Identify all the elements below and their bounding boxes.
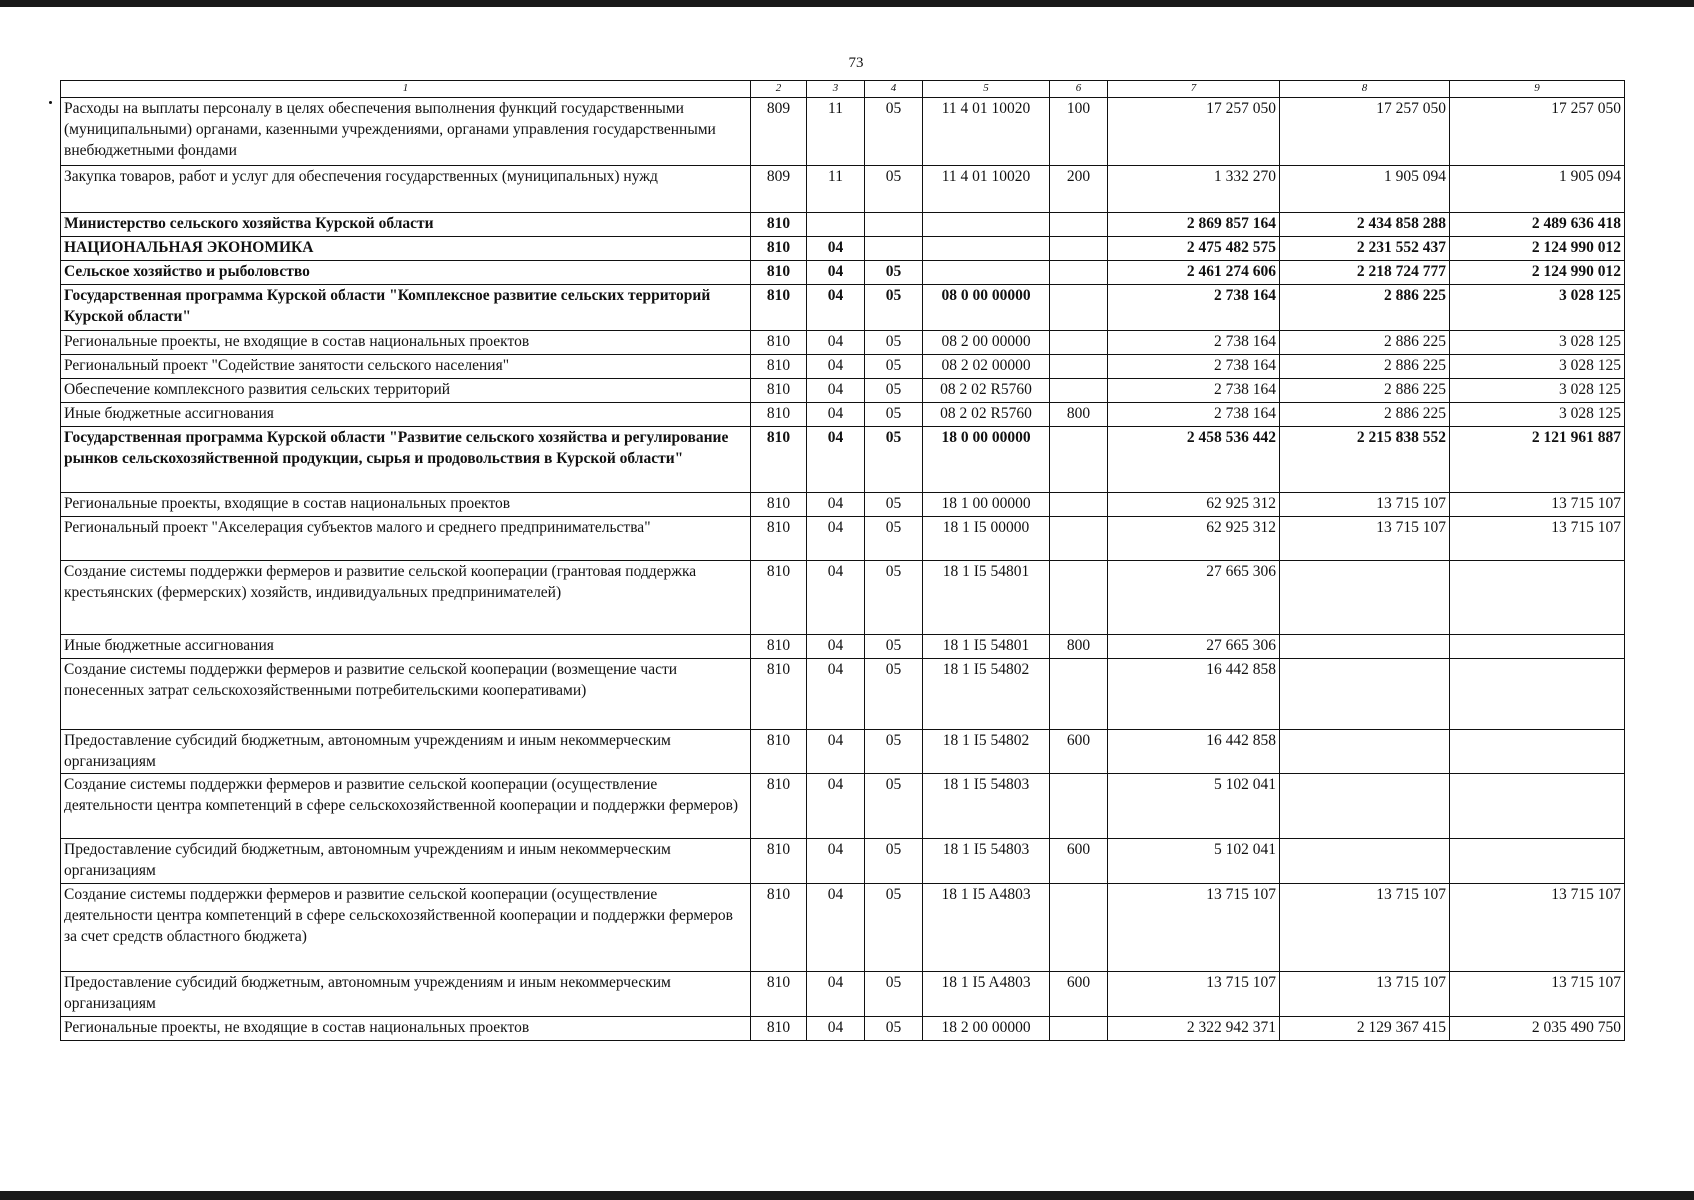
amount-cell	[1450, 729, 1625, 774]
row-name-cell: Создание системы поддержки фермеров и развитие сельской кооперации (осуществление деятельности центра компетенций в сфере сельскохозяйственной кооперации и поддержки фермеров)	[61, 774, 751, 839]
row-name-cell: Государственная программа Курской области "Развитие сельского хозяйства и регулирование рынков сельскохозяйственной продукции, сырья и продовольствия в Курской области"	[61, 426, 751, 492]
amount-cell: 13 715 107	[1108, 884, 1280, 972]
expense-type-cell	[1050, 658, 1108, 729]
target-article-cell: 18 1 I5 54801	[923, 634, 1050, 658]
subsection-code-cell: 05	[865, 634, 923, 658]
target-article-cell: 08 2 02 R5760	[923, 378, 1050, 402]
table-row	[61, 98, 1625, 166]
row-name-cell: Сельское хозяйство и рыболовство	[61, 260, 751, 284]
ministry-code-cell: 810	[751, 1017, 807, 1041]
section-code-cell: 04	[807, 284, 865, 330]
target-article-cell: 18 2 00 00000	[923, 1017, 1050, 1041]
expense-type-cell	[1050, 284, 1108, 330]
amount-cell	[1280, 560, 1450, 634]
amount-cell: 2 738 164	[1108, 354, 1280, 378]
ministry-code-cell: 810	[751, 492, 807, 516]
ministry-code-cell: 809	[751, 166, 807, 213]
section-code-cell: 04	[807, 516, 865, 560]
table-row	[61, 560, 1625, 634]
amount-cell	[1280, 658, 1450, 729]
expense-type-cell	[1050, 560, 1108, 634]
table-row	[61, 658, 1625, 729]
table-row	[61, 839, 1625, 884]
expense-type-cell	[1050, 516, 1108, 560]
expense-type-cell: 600	[1050, 839, 1108, 884]
ministry-code-cell: 810	[751, 284, 807, 330]
amount-cell: 2 738 164	[1108, 402, 1280, 426]
section-code-cell: 04	[807, 354, 865, 378]
subsection-code-cell: 05	[865, 1017, 923, 1041]
section-code-cell	[807, 213, 865, 237]
target-article-cell	[923, 236, 1050, 260]
amount-cell	[1280, 839, 1450, 884]
subsection-code-cell: 05	[865, 330, 923, 354]
amount-cell: 5 102 041	[1108, 774, 1280, 839]
row-name-cell: Обеспечение комплексного развития сельских территорий	[61, 378, 751, 402]
amount-cell: 17 257 050	[1450, 98, 1625, 166]
column-header: 2	[751, 81, 807, 98]
amount-cell: 2 231 552 437	[1280, 236, 1450, 260]
target-article-cell: 18 1 I5 54802	[923, 658, 1050, 729]
table-row	[61, 516, 1625, 560]
row-name-cell: Иные бюджетные ассигнования	[61, 402, 751, 426]
budget-table	[60, 80, 1625, 1041]
amount-cell: 13 715 107	[1108, 972, 1280, 1017]
amount-cell: 2 121 961 887	[1450, 426, 1625, 492]
subsection-code-cell: 05	[865, 426, 923, 492]
amount-cell: 3 028 125	[1450, 330, 1625, 354]
section-code-cell: 04	[807, 972, 865, 1017]
column-header: 9	[1450, 81, 1625, 98]
amount-cell: 2 322 942 371	[1108, 1017, 1280, 1041]
row-name-cell: Министерство сельского хозяйства Курской области	[61, 213, 751, 237]
ministry-code-cell: 810	[751, 516, 807, 560]
table-row	[61, 402, 1625, 426]
amount-cell: 62 925 312	[1108, 516, 1280, 560]
amount-cell: 2 886 225	[1280, 284, 1450, 330]
expense-type-cell	[1050, 378, 1108, 402]
target-article-cell: 08 2 02 R5760	[923, 402, 1050, 426]
ministry-code-cell: 810	[751, 426, 807, 492]
section-code-cell: 04	[807, 560, 865, 634]
table-row	[61, 330, 1625, 354]
section-code-cell: 04	[807, 774, 865, 839]
subsection-code-cell: 05	[865, 658, 923, 729]
subsection-code-cell: 05	[865, 884, 923, 972]
subsection-code-cell: 05	[865, 378, 923, 402]
amount-cell: 2 489 636 418	[1450, 213, 1625, 237]
column-header: 5	[923, 81, 1050, 98]
row-name-cell: Предоставление субсидий бюджетным, автономным учреждениям и иным некоммерческим организациям	[61, 839, 751, 884]
amount-cell: 2 434 858 288	[1280, 213, 1450, 237]
ministry-code-cell: 810	[751, 330, 807, 354]
margin-mark	[49, 101, 52, 104]
amount-cell: 13 715 107	[1280, 516, 1450, 560]
section-code-cell: 04	[807, 634, 865, 658]
amount-cell: 5 102 041	[1108, 839, 1280, 884]
target-article-cell: 18 1 I5 A4803	[923, 972, 1050, 1017]
row-name-cell: Создание системы поддержки фермеров и развитие сельской кооперации (грантовая поддержка крестьянских (фермерских) хозяйств, индивидуальных предпринимателей)	[61, 560, 751, 634]
amount-cell: 2 035 490 750	[1450, 1017, 1625, 1041]
expense-type-cell: 200	[1050, 166, 1108, 213]
target-article-cell: 18 1 I5 54802	[923, 729, 1050, 774]
amount-cell: 13 715 107	[1450, 492, 1625, 516]
amount-cell: 17 257 050	[1280, 98, 1450, 166]
amount-cell: 2 738 164	[1108, 284, 1280, 330]
section-code-cell: 11	[807, 98, 865, 166]
expense-type-cell: 600	[1050, 972, 1108, 1017]
table-row	[61, 972, 1625, 1017]
subsection-code-cell: 05	[865, 560, 923, 634]
row-name-cell: Региональные проекты, не входящие в состав национальных проектов	[61, 330, 751, 354]
amount-cell: 2 886 225	[1280, 378, 1450, 402]
section-code-cell: 04	[807, 1017, 865, 1041]
expense-type-cell	[1050, 213, 1108, 237]
scan-edge-top	[0, 0, 1694, 7]
table-row	[61, 1017, 1625, 1041]
column-header: 3	[807, 81, 865, 98]
table-row	[61, 492, 1625, 516]
ministry-code-cell: 810	[751, 213, 807, 237]
subsection-code-cell	[865, 213, 923, 237]
row-name-cell: Предоставление субсидий бюджетным, автономным учреждениям и иным некоммерческим организациям	[61, 729, 751, 774]
target-article-cell: 18 1 I5 54803	[923, 839, 1050, 884]
ministry-code-cell: 810	[751, 634, 807, 658]
ministry-code-cell: 810	[751, 884, 807, 972]
target-article-cell: 18 1 I5 54803	[923, 774, 1050, 839]
amount-cell: 2 458 536 442	[1108, 426, 1280, 492]
row-name-cell: Региональные проекты, входящие в состав национальных проектов	[61, 492, 751, 516]
table-row	[61, 774, 1625, 839]
amount-cell: 62 925 312	[1108, 492, 1280, 516]
section-code-cell: 04	[807, 378, 865, 402]
amount-cell: 2 124 990 012	[1450, 236, 1625, 260]
amount-cell	[1450, 839, 1625, 884]
amount-cell: 13 715 107	[1280, 492, 1450, 516]
amount-cell	[1280, 634, 1450, 658]
expense-type-cell: 100	[1050, 98, 1108, 166]
column-header: 8	[1280, 81, 1450, 98]
section-code-cell: 04	[807, 884, 865, 972]
expense-type-cell: 800	[1050, 634, 1108, 658]
amount-cell: 13 715 107	[1450, 516, 1625, 560]
ministry-code-cell: 810	[751, 729, 807, 774]
amount-cell: 2 886 225	[1280, 354, 1450, 378]
subsection-code-cell: 05	[865, 492, 923, 516]
amount-cell: 27 665 306	[1108, 560, 1280, 634]
ministry-code-cell: 810	[751, 774, 807, 839]
row-name-cell: Региональный проект "Содействие занятости сельского населения"	[61, 354, 751, 378]
target-article-cell: 18 1 00 00000	[923, 492, 1050, 516]
amount-cell	[1450, 634, 1625, 658]
table-row	[61, 354, 1625, 378]
amount-cell: 2 461 274 606	[1108, 260, 1280, 284]
table-row	[61, 166, 1625, 213]
amount-cell: 2 869 857 164	[1108, 213, 1280, 237]
scan-edge-bottom	[0, 1191, 1694, 1200]
amount-cell: 2 218 724 777	[1280, 260, 1450, 284]
row-name-cell: Создание системы поддержки фермеров и развитие сельской кооперации (осуществление деятельности центра компетенций в сфере сельскохозяйственной кооперации и поддержки фермеров за счет средств областного бюджета)	[61, 884, 751, 972]
row-name-cell: Иные бюджетные ассигнования	[61, 634, 751, 658]
amount-cell: 2 738 164	[1108, 378, 1280, 402]
amount-cell: 16 442 858	[1108, 729, 1280, 774]
target-article-cell: 08 0 00 00000	[923, 284, 1050, 330]
amount-cell	[1450, 658, 1625, 729]
amount-cell: 13 715 107	[1280, 884, 1450, 972]
target-article-cell: 11 4 01 10020	[923, 98, 1050, 166]
row-name-cell: Региональный проект "Акселерация субъектов малого и среднего предпринимательства"	[61, 516, 751, 560]
row-name-cell: Региональные проекты, не входящие в состав национальных проектов	[61, 1017, 751, 1041]
ministry-code-cell: 810	[751, 236, 807, 260]
section-code-cell: 04	[807, 492, 865, 516]
amount-cell: 13 715 107	[1280, 972, 1450, 1017]
amount-cell: 2 129 367 415	[1280, 1017, 1450, 1041]
amount-cell: 1 332 270	[1108, 166, 1280, 213]
target-article-cell: 11 4 01 10020	[923, 166, 1050, 213]
section-code-cell: 11	[807, 166, 865, 213]
amount-cell: 2 886 225	[1280, 330, 1450, 354]
amount-cell: 17 257 050	[1108, 98, 1280, 166]
ministry-code-cell: 810	[751, 402, 807, 426]
table-row	[61, 260, 1625, 284]
subsection-code-cell: 05	[865, 260, 923, 284]
expense-type-cell	[1050, 260, 1108, 284]
subsection-code-cell: 05	[865, 839, 923, 884]
expense-type-cell	[1050, 774, 1108, 839]
column-header: 4	[865, 81, 923, 98]
row-name-cell: Создание системы поддержки фермеров и развитие сельской кооперации (возмещение части понесенных затрат сельскохозяйственными потребительскими кооперативами)	[61, 658, 751, 729]
ministry-code-cell: 809	[751, 98, 807, 166]
ministry-code-cell: 810	[751, 378, 807, 402]
section-code-cell: 04	[807, 236, 865, 260]
subsection-code-cell: 05	[865, 354, 923, 378]
target-article-cell: 18 1 I5 A4803	[923, 884, 1050, 972]
expense-type-cell	[1050, 426, 1108, 492]
amount-cell: 2 215 838 552	[1280, 426, 1450, 492]
expense-type-cell	[1050, 236, 1108, 260]
amount-cell: 3 028 125	[1450, 354, 1625, 378]
amount-cell: 3 028 125	[1450, 402, 1625, 426]
target-article-cell: 18 1 I5 54801	[923, 560, 1050, 634]
row-name-cell: Государственная программа Курской области "Комплексное развитие сельских территорий Курской области"	[61, 284, 751, 330]
ministry-code-cell: 810	[751, 658, 807, 729]
subsection-code-cell: 05	[865, 284, 923, 330]
section-code-cell: 04	[807, 260, 865, 284]
amount-cell: 27 665 306	[1108, 634, 1280, 658]
subsection-code-cell: 05	[865, 98, 923, 166]
table-row	[61, 378, 1625, 402]
amount-cell	[1280, 729, 1450, 774]
expense-type-cell: 800	[1050, 402, 1108, 426]
expense-type-cell	[1050, 1017, 1108, 1041]
expense-type-cell	[1050, 330, 1108, 354]
table-row	[61, 426, 1625, 492]
expense-type-cell	[1050, 354, 1108, 378]
subsection-code-cell: 05	[865, 516, 923, 560]
section-code-cell: 04	[807, 426, 865, 492]
ministry-code-cell: 810	[751, 972, 807, 1017]
section-code-cell: 04	[807, 729, 865, 774]
subsection-code-cell	[865, 236, 923, 260]
amount-cell: 13 715 107	[1450, 972, 1625, 1017]
row-name-cell: Предоставление субсидий бюджетным, автономным учреждениям и иным некоммерческим организациям	[61, 972, 751, 1017]
ministry-code-cell: 810	[751, 560, 807, 634]
amount-cell: 1 905 094	[1450, 166, 1625, 213]
ministry-code-cell: 810	[751, 260, 807, 284]
expense-type-cell: 600	[1050, 729, 1108, 774]
expense-type-cell	[1050, 492, 1108, 516]
target-article-cell: 08 2 00 00000	[923, 330, 1050, 354]
expense-type-cell	[1050, 884, 1108, 972]
column-header: 1	[61, 81, 751, 98]
table-row	[61, 284, 1625, 330]
target-article-cell: 18 0 00 00000	[923, 426, 1050, 492]
amount-cell: 3 028 125	[1450, 378, 1625, 402]
target-article-cell	[923, 260, 1050, 284]
amount-cell: 16 442 858	[1108, 658, 1280, 729]
amount-cell: 2 886 225	[1280, 402, 1450, 426]
table-row	[61, 213, 1625, 237]
column-header: 6	[1050, 81, 1108, 98]
section-code-cell: 04	[807, 402, 865, 426]
column-number-row	[61, 81, 1625, 98]
subsection-code-cell: 05	[865, 972, 923, 1017]
amount-cell	[1280, 774, 1450, 839]
table-row	[61, 634, 1625, 658]
row-name-cell: Расходы на выплаты персоналу в целях обеспечения выполнения функций государственными (муниципальными) органами, казенными учреждениями, органами управления государственными внебюджетными фондами	[61, 98, 751, 166]
target-article-cell: 08 2 02 00000	[923, 354, 1050, 378]
amount-cell: 3 028 125	[1450, 284, 1625, 330]
subsection-code-cell: 05	[865, 729, 923, 774]
table-row	[61, 884, 1625, 972]
amount-cell: 13 715 107	[1450, 884, 1625, 972]
row-name-cell: Закупка товаров, работ и услуг для обеспечения государственных (муниципальных) нужд	[61, 166, 751, 213]
amount-cell	[1450, 560, 1625, 634]
amount-cell	[1450, 774, 1625, 839]
section-code-cell: 04	[807, 839, 865, 884]
table-row	[61, 236, 1625, 260]
column-header: 7	[1108, 81, 1280, 98]
amount-cell: 2 738 164	[1108, 330, 1280, 354]
subsection-code-cell: 05	[865, 166, 923, 213]
amount-cell: 2 124 990 012	[1450, 260, 1625, 284]
ministry-code-cell: 810	[751, 354, 807, 378]
subsection-code-cell: 05	[865, 402, 923, 426]
amount-cell: 2 475 482 575	[1108, 236, 1280, 260]
amount-cell: 1 905 094	[1280, 166, 1450, 213]
subsection-code-cell: 05	[865, 774, 923, 839]
target-article-cell: 18 1 I5 00000	[923, 516, 1050, 560]
target-article-cell	[923, 213, 1050, 237]
section-code-cell: 04	[807, 658, 865, 729]
table-row	[61, 729, 1625, 774]
ministry-code-cell: 810	[751, 839, 807, 884]
row-name-cell: НАЦИОНАЛЬНАЯ ЭКОНОМИКА	[61, 236, 751, 260]
section-code-cell: 04	[807, 330, 865, 354]
page-number: 73	[848, 55, 864, 71]
